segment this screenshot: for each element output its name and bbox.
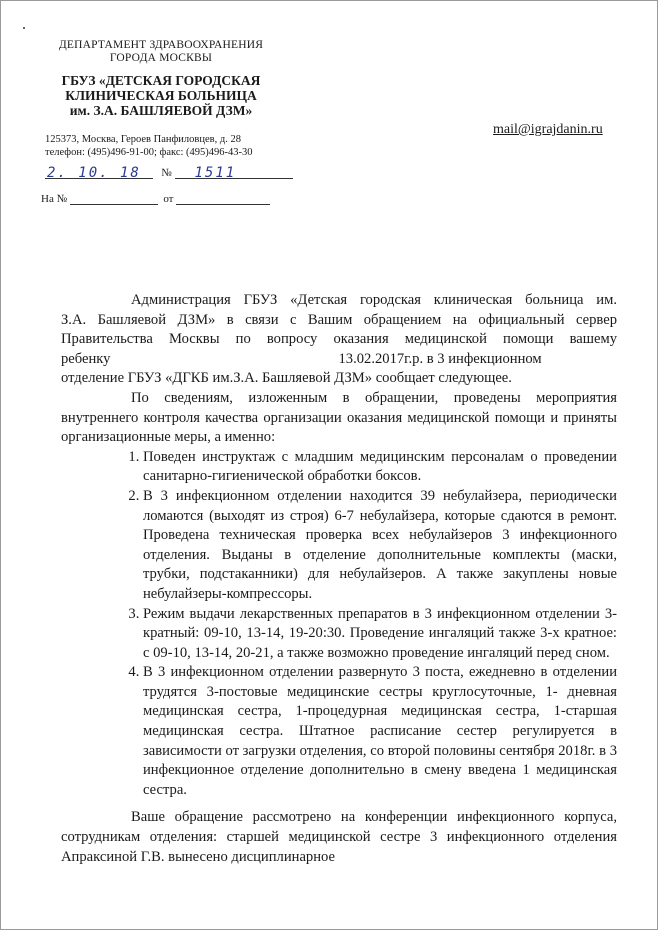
ot-field [176,193,270,205]
list-item: 4. В 3 инфекционном отделении развернуто 3 поста, ежедневно в отделении трудятся 3-постовые медицинские сестры круглосуточные, 1- дневная медицинская сестра, 1-процедурная медицинская сестра, 1-старшая медицинская сестра. Штатное расписание сестер регулируется в зависимости от загрузки отделения, со второй половины сентября 2018г. в 3 инфекционное отделение дополнительно в смену введена 1 медицинская сестра. [143,663,617,800]
paragraph-control: По сведениям, изложенным в обращении, проведены мероприятия внутреннего контроля качества организации оказания медицинской помощи и приняты организационные меры, а именно: [61,389,617,446]
intro-line-3: Правительства Москвы по вопросу оказания медицинской помощи вашему [61,331,617,348]
reg-no-handwritten: 1511 [194,165,237,181]
reg-no-label: № [161,167,172,179]
ot-label: от [163,193,174,205]
org-line-3: им. З.А. БАШЛЯЕВОЙ ДЗМ» [69,103,253,118]
department-header [41,39,281,65]
intro-birthdate: 13.02.2017г.р. в 3 инфекционном [338,350,542,367]
paragraph-conference: Ваше обращение рассмотрено на конференции инфекционного корпуса, сотрудникам отделения: старшей медицинской сестре 3 инфекционного отделения Апраксиной Г.В. вынесено дисциплинарное [61,809,617,865]
organization-address [45,134,253,159]
list-item: 3. Режим выдачи лекарственных препаратов в 3 инфекционном отделении 3-кратный: 09-10, 13-14, 19-20:30. Проведение ингаляций также 3-х кратное: с 09-10, 13-14, 20-21, а также возможно проведение ингаляций перед сном. [143,605,617,664]
recipient-email[interactable]: mail@igrajdanin.ru [493,122,603,137]
stray-dot [23,27,25,29]
registration-line [45,165,293,179]
reg-date-handwritten: 2. 10. 18 [47,165,141,181]
reg-date-field [45,165,153,179]
org-line-1: ГБУЗ «ДЕТСКАЯ ГОРОДСКАЯ [61,73,261,88]
intro-line-1: Администрация ГБУЗ «Детская городская клиническая больница им. [131,292,617,308]
list-item: 2. В 3 инфекционном отделении находится 39 небулайзера, периодически ломаются (выходят из строя) 6-7 небулайзера, которые сдаются в ремонт. Проведена техническая проверка всех небулайзеров 3 инфекционного отделения. Выданы в отделение дополнительные комплекты (маски, трубки, подстаканники) для небулайзеров. А также закуплены новые небулайзеры-компрессоры. [143,487,617,605]
reg-no-field [175,165,293,179]
na-field [70,193,158,205]
dept-line-2: ГОРОДА МОСКВЫ [109,52,213,64]
intro-line-5: отделение ГБУЗ «ДГКБ им.З.А. Башляевой ДЗМ» сообщает следующее. [61,370,512,387]
organization-name [41,73,281,118]
dept-line-1: ДЕПАРТАМЕНТ ЗДРАВООХРАНЕНИЯ [58,39,264,51]
list-item: 1. Поведен инструктаж с младшим медицинским персоналам о проведении санитарно-гигиенической обработки боксов. [143,448,617,487]
org-line-2: КЛИНИЧЕСКАЯ БОЛЬНИЦА [65,88,257,103]
address-line: 125373, Москва, Героев Панфиловцев, д. 28 [45,134,241,145]
intro-line-4 [61,350,617,370]
paragraph-intro [61,291,617,389]
intro-line-2: З.А. Башляевой ДЗМ» в связи с Вашим обращением на официальный сервер [61,311,617,328]
intro-child-word: ребенку [61,350,111,367]
na-label: На № [41,193,68,205]
phone-line: телефон: (495)496-91-00; факс: (495)496-43-30 [45,146,253,158]
reference-line [41,193,270,205]
measures-list [61,448,617,801]
letter-body [61,291,617,867]
